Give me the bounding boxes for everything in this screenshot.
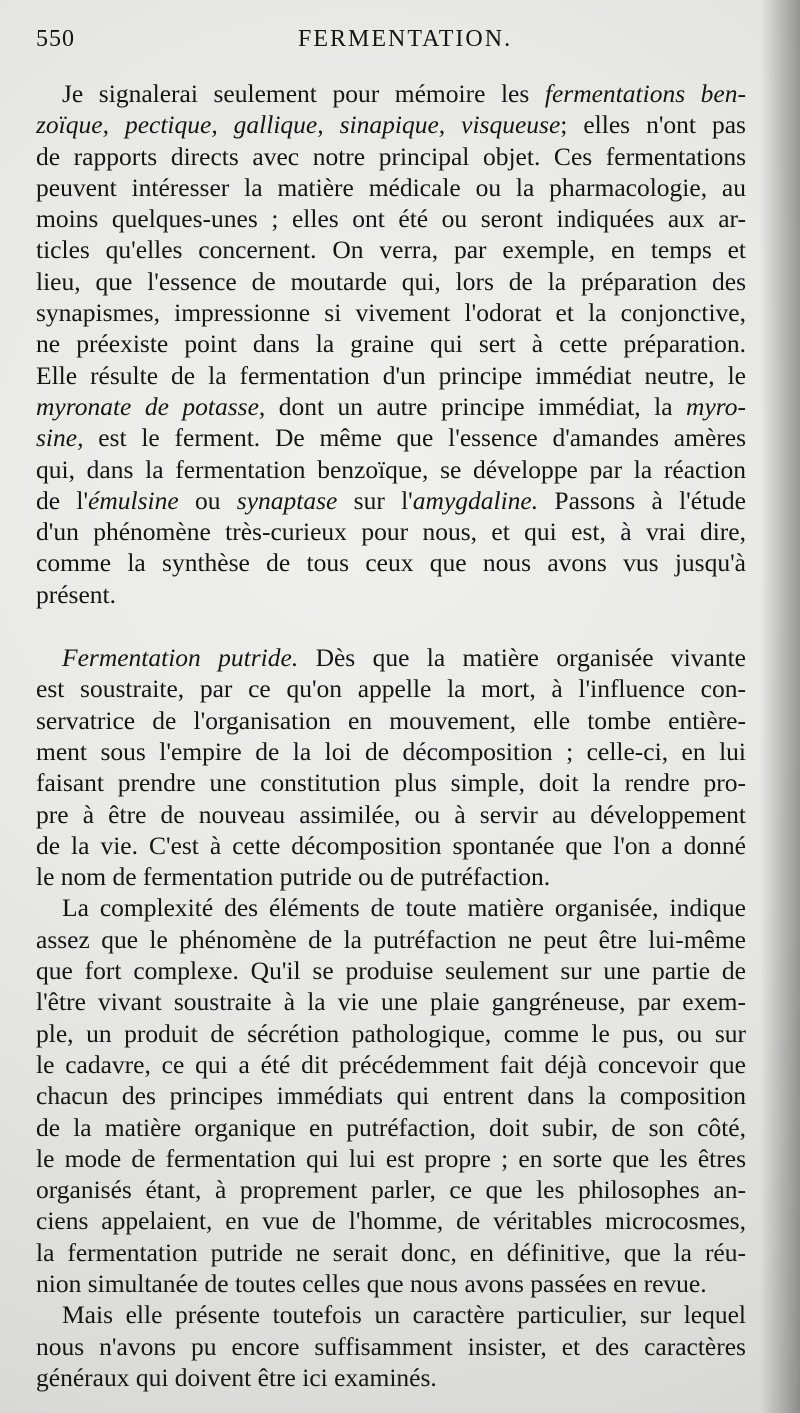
page-header	[36, 26, 746, 58]
running-title: FERMENTATION.	[298, 26, 513, 52]
section-start-line: Fermentation putride. Dès que la matière organisée vivante	[62, 643, 746, 673]
page-edge-shadow	[760, 0, 800, 1413]
text-line: de rapports directs avec notre principal objet. Ces fermentations	[36, 141, 746, 171]
text-line: nion simultanée de toutes celles que nous avons passées en revue.	[36, 1268, 707, 1298]
text-line: l'être vivant soustraite à la vie une plaie gangréneuse, par exem-	[36, 987, 746, 1017]
text-line: Elle résulte de la fermentation d'un principe immédiat neutre, le	[36, 360, 746, 390]
text-line: moins quelques-unes ; elles ont été ou seront indiquées aux ar-	[36, 204, 746, 234]
text-line: que fort complexe. Qu'il se produise seulement sur une partie de	[36, 956, 746, 986]
text-line: peuvent intéresser la matière médicale ou la pharmacologie, au	[36, 172, 746, 202]
section-title: Fermentation putride.	[62, 643, 299, 673]
text-line: présent.	[36, 579, 117, 609]
text-line: Je signalerai seulement pour mémoire les fermentations ben-	[62, 79, 746, 108]
text-line: comme la synthèse de tous ceux que nous avons vus jusqu'à	[36, 548, 746, 578]
text-line: de l'émulsine ou synaptase sur l'amygdaline. Passons à l'étude	[36, 485, 746, 515]
text-line: organisés étant, à proprement parler, ce que les philosophes an-	[36, 1175, 746, 1205]
text-line: de la vie. C'est à cette décomposition spontanée que l'on a donné	[36, 830, 746, 860]
text-line: qui, dans la fermentation benzoïque, se développe par la réaction	[36, 454, 746, 484]
text-line: pre à être de nouveau assimilée, ou à servir au développement	[36, 799, 746, 829]
text-line: le mode de fermentation qui lui est propre ; en sorte que les êtres	[36, 1143, 746, 1173]
text-line: faisant prendre une constitution plus simple, doit la rendre pro-	[36, 768, 746, 798]
body-text	[36, 78, 746, 1393]
text-line: le cadavre, ce qui a été dit précédemment fait déjà concevoir que	[36, 1049, 746, 1079]
text-line: généraux qui doivent être ici examinés.	[36, 1362, 437, 1392]
text-line: la fermentation putride ne serait donc, en définitive, que la réu-	[36, 1237, 746, 1267]
text-line: lieu, que l'essence de moutarde qui, lors de la préparation des	[36, 266, 746, 296]
page-number: 550	[36, 26, 75, 52]
paragraph-gap	[36, 610, 746, 642]
text-line: ne préexiste point dans la graine qui sert à cette préparation.	[36, 329, 746, 359]
text-line: ment sous l'empire de la loi de décomposition ; celle-ci, en lui	[36, 736, 746, 766]
text-line: synapismes, impressionne si vivement l'odorat et la conjonctive,	[36, 298, 746, 328]
text-line: assez que le phénomène de la putréfaction ne peut être lui-même	[36, 924, 746, 954]
text-line: ple, un produit de sécrétion pathologique, comme le pus, ou sur	[36, 1018, 746, 1048]
text-line: Mais elle présente toutefois un caractère particulier, sur lequel	[62, 1300, 746, 1330]
text-line: est soustraite, par ce qu'on appelle la mort, à l'influence con-	[36, 674, 746, 704]
text-line: ciens appelaient, en vue de l'homme, de véritables microcosmes,	[36, 1206, 746, 1236]
text-line: La complexité des éléments de toute matière organisée, indique	[62, 893, 746, 923]
text-line: myronate de potasse, dont un autre principe immédiat, la myro-	[36, 391, 746, 421]
text-line: zoïque, pectique, gallique, sinapique, visqueuse; elles n'ont pas	[36, 110, 746, 140]
text-line: de la matière organique en putréfaction, doit subir, de son côté,	[36, 1112, 746, 1142]
text-line: le nom de fermentation putride ou de putréfaction.	[36, 862, 551, 892]
text-line: nous n'avons pu encore suffisamment insister, et des caractères	[36, 1331, 746, 1361]
text-line: servatrice de l'organisation en mouvement, elle tombe entière-	[36, 705, 746, 735]
text-line: sine, est le ferment. De même que l'essence d'amandes amères	[36, 423, 746, 453]
text-line: d'un phénomène très-curieux pour nous, et qui est, à vrai dire,	[36, 517, 746, 547]
text-line: ticles qu'elles concernent. On verra, par exemple, en temps et	[36, 235, 746, 265]
text-line: chacun des principes immédiats qui entrent dans la composition	[36, 1081, 746, 1111]
